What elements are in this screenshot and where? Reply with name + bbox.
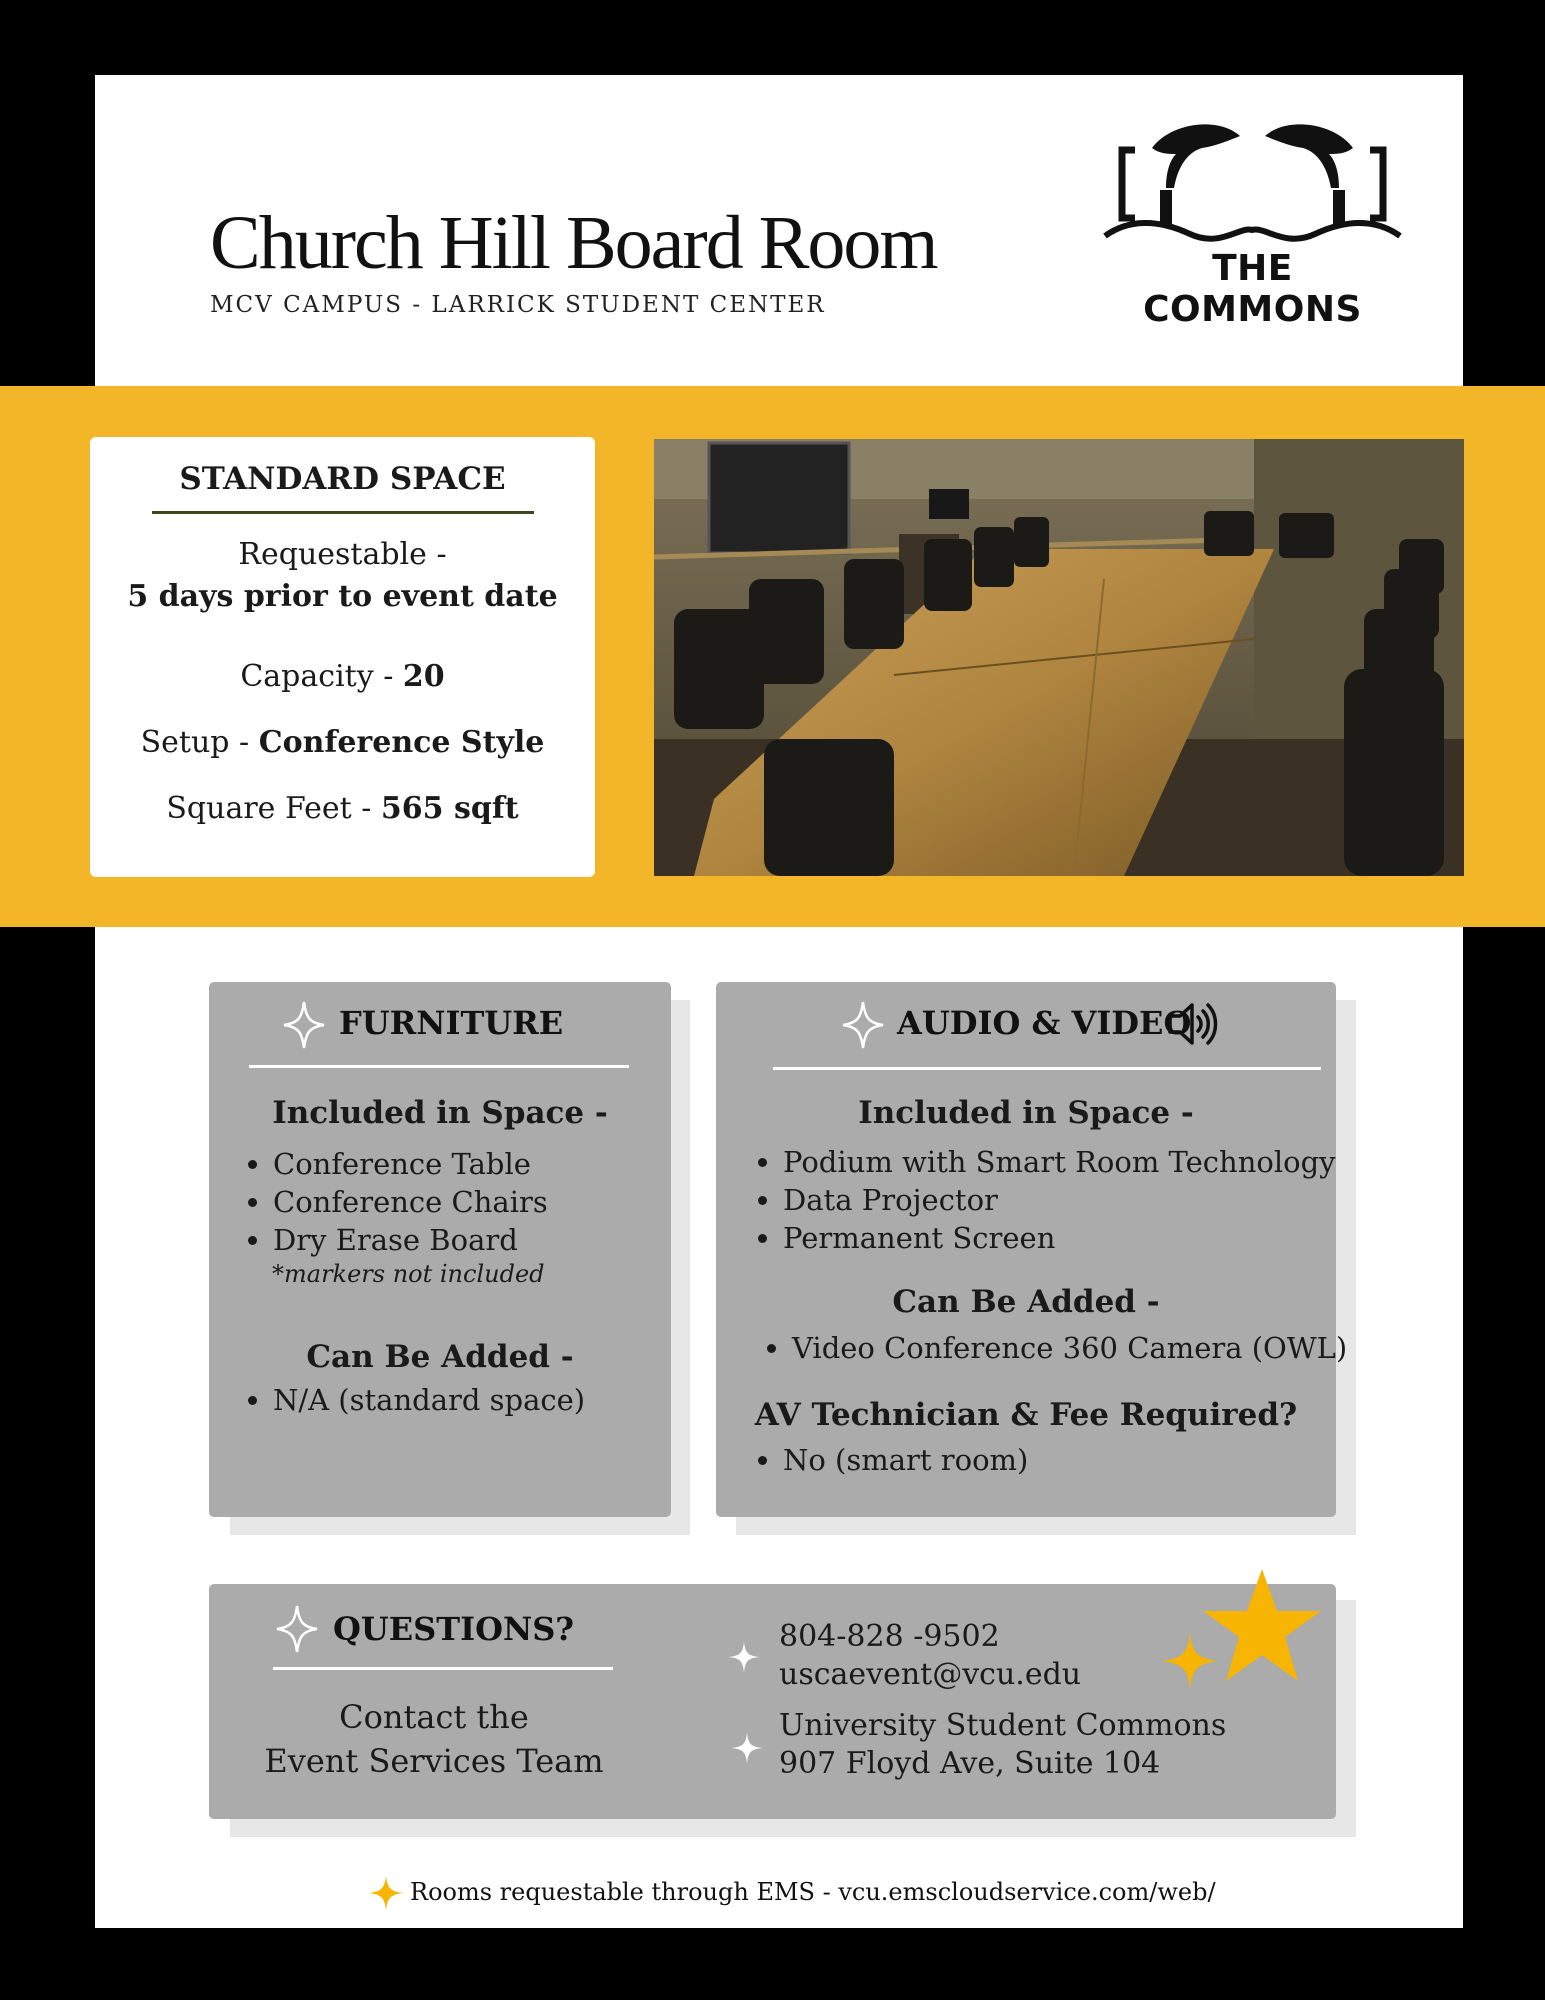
av-heading: AUDIO & VIDEO [897, 1004, 1192, 1042]
questions-card [209, 1584, 1336, 1819]
furniture-divider [249, 1065, 629, 1068]
page-subtitle: MCV CAMPUS - LARRICK STUDENT CENTER [210, 292, 826, 318]
requestable-label: Requestable - [238, 537, 447, 572]
furniture-card [209, 982, 671, 1517]
setup-line [90, 725, 595, 760]
list-item: • Permanent Screen [783, 1219, 1336, 1257]
office-name: University Student Commons [779, 1708, 1227, 1743]
sqft-label: Square Feet - [166, 791, 381, 826]
capacity-line [90, 659, 595, 694]
furniture-added-heading: Can Be Added - [306, 1339, 574, 1375]
av-card [716, 982, 1348, 1517]
questions-divider [273, 1667, 613, 1670]
contact-line-2: Event Services Team [264, 1742, 604, 1780]
requestable-value: 5 days prior to event date [127, 579, 558, 614]
standard-space-card [90, 437, 595, 877]
markers-note: *markers not included [272, 1260, 545, 1288]
speaker-icon [1166, 1000, 1218, 1048]
sparkle-icon [275, 1604, 319, 1654]
commons-logo-icon [1100, 118, 1405, 248]
setup-value: Conference Style [258, 725, 545, 760]
questions-heading: QUESTIONS? [333, 1610, 575, 1648]
street-address: 907 Floyd Ave, Suite 104 [779, 1746, 1161, 1781]
setup-label: Setup - [140, 725, 259, 760]
av-included-heading: Included in Space - [858, 1095, 1194, 1131]
phone-number[interactable]: 804-828 -9502 [779, 1619, 1000, 1654]
list-item: • Dry Erase Board [273, 1221, 548, 1259]
phone-email [779, 1618, 1081, 1694]
list-item: • Conference Chairs [273, 1183, 548, 1221]
sparkle-icon [729, 1730, 765, 1766]
av-divider [773, 1067, 1321, 1070]
list-item: • No (smart room) [783, 1441, 1028, 1479]
av-tech-heading: AV Technician & Fee Required? [754, 1397, 1298, 1433]
sparkle-icon [841, 1000, 885, 1050]
footer-sparkle-icon [366, 1873, 406, 1913]
capacity-value: 20 [402, 659, 445, 694]
furniture-included-list [241, 1145, 548, 1259]
capacity-label: Capacity - [240, 659, 403, 694]
furniture-added-list [241, 1381, 585, 1419]
sqft-line [90, 791, 595, 826]
sparkle-icon [726, 1639, 762, 1675]
contact-text [229, 1695, 639, 1783]
list-item: • Podium with Smart Room Technology [783, 1143, 1336, 1181]
contact-line-1: Contact the [339, 1698, 529, 1736]
email-address[interactable]: uscaevent@vcu.edu [779, 1657, 1082, 1692]
page-title: Church Hill Board Room [210, 201, 937, 285]
furniture-included-heading: Included in Space - [272, 1095, 608, 1131]
office-address [779, 1707, 1226, 1783]
av-added-heading: Can Be Added - [892, 1284, 1160, 1320]
sqft-value: 565 sqft [380, 791, 519, 826]
list-item: • N/A (standard space) [273, 1381, 585, 1419]
av-added-list [760, 1329, 1347, 1367]
av-tech-list [751, 1441, 1028, 1479]
footer-text[interactable]: Rooms requestable through EMS - vcu.emscloudservice.com/web/ [410, 1878, 1216, 1906]
logo-text: THE COMMONS [1143, 248, 1362, 330]
standard-space-heading: STANDARD SPACE [179, 461, 506, 497]
room-photo [654, 439, 1464, 876]
list-item: • Conference Table [273, 1145, 548, 1183]
list-item: • Data Projector [783, 1181, 1336, 1219]
commons-logo [1100, 118, 1405, 330]
av-included-list [751, 1143, 1336, 1257]
sparkle-star-icon [1160, 1630, 1220, 1692]
heading-divider [152, 511, 534, 514]
list-item: • Video Conference 360 Camera (OWL) [792, 1329, 1347, 1367]
furniture-heading: FURNITURE [339, 1004, 564, 1042]
sparkle-icon [282, 1000, 326, 1050]
